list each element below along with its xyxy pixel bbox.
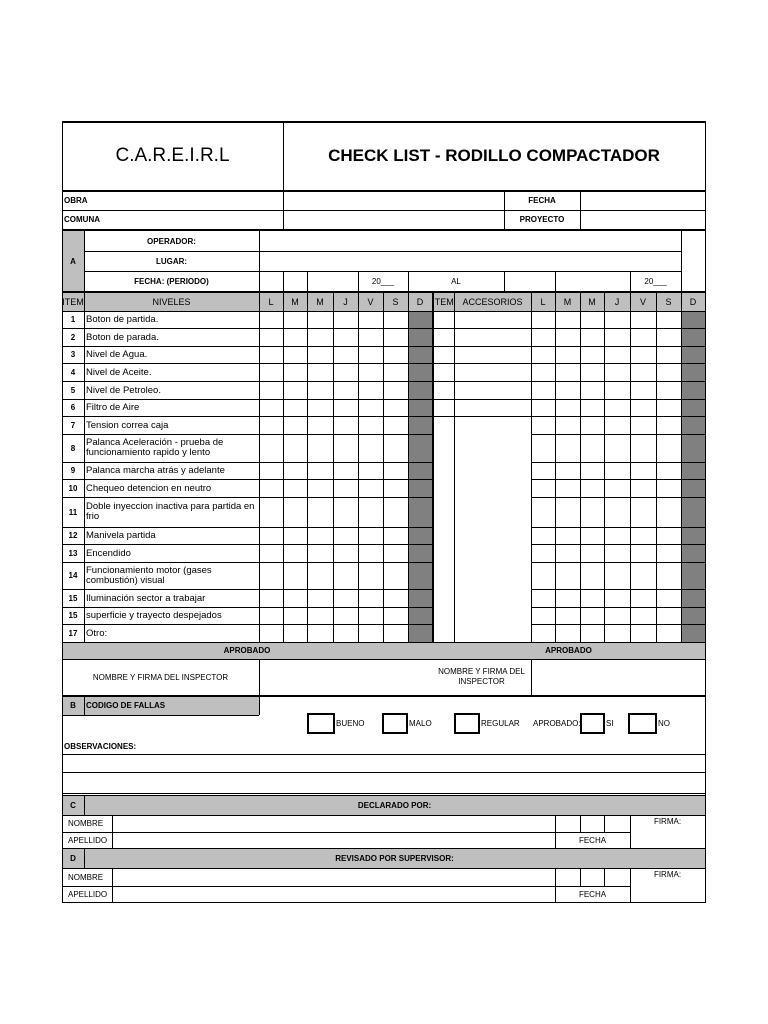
check-cell[interactable] [283, 363, 307, 381]
fecha-field[interactable] [580, 190, 705, 210]
day-header-right-6: D [689, 296, 697, 307]
day-header-right-4: V [639, 296, 646, 307]
d-firma-field[interactable] [630, 880, 705, 902]
check-cell[interactable] [307, 462, 333, 479]
check-cell[interactable] [383, 624, 408, 642]
check-cell[interactable] [283, 527, 307, 544]
bueno-checkbox[interactable] [307, 713, 335, 734]
item-label: Manivela partida [86, 530, 156, 541]
item-number: 14 [68, 571, 78, 580]
check-cell[interactable] [333, 416, 358, 434]
check-cell[interactable] [333, 527, 358, 544]
check-cell[interactable] [259, 311, 283, 328]
check-cell[interactable] [283, 311, 307, 328]
day-header-left-1: M [291, 296, 299, 307]
check-cell[interactable] [383, 607, 408, 624]
d-fecha-label: FECHA [578, 889, 607, 899]
year-end: 20___ [644, 276, 667, 286]
check-cell[interactable] [358, 624, 383, 642]
item-label: Funcionamiento motor (gases combustión) visual [86, 564, 212, 586]
day-header-right-2: M [588, 296, 596, 307]
check-cell[interactable] [259, 479, 283, 497]
company-name: C.A.R.E.I.R.L [115, 145, 230, 166]
check-cell[interactable] [383, 434, 408, 462]
check-cell[interactable] [383, 544, 408, 562]
supervisor-title: REVISADO POR SUPERVISOR: [335, 854, 454, 863]
check-cell[interactable] [307, 434, 333, 462]
check-cell[interactable] [383, 416, 408, 434]
check-cell[interactable] [307, 624, 333, 642]
check-cell[interactable] [333, 381, 358, 399]
check-cell[interactable] [333, 544, 358, 562]
item-header-left: ITEM [62, 296, 84, 307]
day-header-left-0: L [268, 296, 274, 307]
si-label: SI [606, 719, 614, 728]
check-cell[interactable] [259, 328, 283, 346]
check-cell[interactable] [383, 346, 408, 363]
day-header-right-3: J [614, 296, 620, 307]
item-number: 3 [70, 350, 76, 359]
check-cell[interactable] [307, 589, 333, 607]
c-apellido-field[interactable] [112, 832, 555, 848]
codigo-fallas-label: CODIGO DE FALLAS [86, 701, 166, 710]
obra-field[interactable] [283, 190, 504, 210]
day-header-left-4: V [367, 296, 374, 307]
check-cell[interactable] [358, 527, 383, 544]
item-label: Encendido [86, 547, 131, 559]
item-number: 15 [68, 611, 78, 620]
section-a-letter: A [70, 256, 76, 266]
lugar-label: LUGAR: [155, 256, 188, 266]
check-cell[interactable] [383, 311, 408, 328]
item-label: Boton de parada. [86, 331, 159, 343]
check-cell[interactable] [333, 624, 358, 642]
proyecto-field[interactable] [580, 210, 705, 229]
comuna-field[interactable] [283, 210, 504, 229]
check-cell[interactable] [358, 311, 383, 328]
al-label: AL [451, 276, 461, 286]
d-nombre-field[interactable] [112, 868, 555, 886]
check-cell[interactable] [283, 416, 307, 434]
check-cell[interactable] [307, 562, 333, 589]
malo-checkbox[interactable] [382, 713, 408, 734]
day-header-left-3: J [343, 296, 348, 307]
item-number: 17 [68, 628, 78, 638]
obra-label: OBRA [64, 195, 88, 205]
check-cell[interactable] [333, 311, 358, 328]
check-cell[interactable] [283, 462, 307, 479]
inspector-right-label: NOMBRE Y FIRMA DEL INSPECTOR [438, 667, 525, 686]
check-cell[interactable] [383, 363, 408, 381]
check-cell[interactable] [259, 462, 283, 479]
d-nombre-label: NOMBRE [68, 872, 104, 882]
observaciones-line-1[interactable] [62, 754, 705, 772]
lugar-field[interactable] [259, 251, 681, 271]
check-cell[interactable] [307, 544, 333, 562]
check-cell[interactable] [307, 607, 333, 624]
section-b-letter: B [70, 701, 76, 710]
regular-label: REGULAR [481, 719, 520, 728]
fecha-label: FECHA [528, 195, 556, 205]
d-firma-label: FIRMA: [653, 869, 682, 879]
item-label: Palanca marcha atrás y adelante [86, 465, 225, 476]
item-number: 6 [70, 403, 76, 412]
comuna-label: COMUNA [64, 215, 100, 224]
item-number: 7 [70, 420, 76, 430]
check-cell[interactable] [333, 346, 358, 363]
check-cell[interactable] [283, 434, 307, 462]
check-cell[interactable] [259, 363, 283, 381]
inspector-right-field[interactable] [531, 659, 705, 695]
check-cell[interactable] [358, 399, 383, 416]
check-cell[interactable] [259, 381, 283, 399]
check-cell[interactable] [333, 328, 358, 346]
check-cell[interactable] [333, 434, 358, 462]
aprobado-b-label: APROBADO: [533, 719, 581, 728]
si-checkbox[interactable] [580, 713, 605, 734]
inspector-left-field[interactable] [259, 659, 432, 695]
check-cell[interactable] [283, 497, 307, 527]
accesorios-header: ACCESORIOS [462, 296, 523, 307]
observaciones-line-2[interactable] [62, 772, 705, 793]
check-cell[interactable] [259, 434, 283, 462]
check-cell[interactable] [333, 607, 358, 624]
check-cell[interactable] [283, 381, 307, 399]
check-cell[interactable] [383, 527, 408, 544]
check-cell[interactable] [259, 399, 283, 416]
check-cell[interactable] [383, 479, 408, 497]
check-cell[interactable] [283, 399, 307, 416]
item-number: 8 [70, 443, 76, 453]
check-cell[interactable] [358, 434, 383, 462]
check-cell[interactable] [383, 462, 408, 479]
item-number: 15 [68, 593, 78, 603]
check-cell[interactable] [358, 346, 383, 363]
check-cell[interactable] [383, 381, 408, 399]
item-label: Nivel de Aceite. [86, 366, 152, 378]
check-cell[interactable] [259, 527, 283, 544]
operador-label: OPERADOR: [147, 236, 196, 246]
check-cell[interactable] [307, 497, 333, 527]
check-cell[interactable] [307, 346, 333, 363]
check-cell[interactable] [358, 497, 383, 527]
check-cell[interactable] [259, 544, 283, 562]
check-cell[interactable] [307, 399, 333, 416]
day-header-left-5: S [392, 296, 399, 307]
item-number: 13 [68, 548, 78, 558]
check-cell[interactable] [333, 399, 358, 416]
check-cell[interactable] [259, 589, 283, 607]
check-cell[interactable] [307, 381, 333, 399]
day-header-left-6: D [416, 296, 424, 307]
item-label: Palanca Aceleración - prueba de funcionamiento rapido y lento [86, 437, 224, 458]
check-cell[interactable] [259, 416, 283, 434]
day-header-left-2: M [316, 296, 324, 307]
check-cell[interactable] [283, 328, 307, 346]
year-start: 20___ [371, 276, 395, 286]
check-cell[interactable] [358, 416, 383, 434]
item-number: 11 [68, 507, 78, 517]
check-cell[interactable] [333, 562, 358, 589]
check-cell[interactable] [259, 607, 283, 624]
check-cell[interactable] [358, 363, 383, 381]
item-label: Chequeo detencion en neutro [86, 482, 212, 494]
no-checkbox[interactable] [628, 713, 657, 734]
check-cell[interactable] [383, 562, 408, 589]
fecha-periodo-label: FECHA: (PERIODO) [134, 276, 209, 286]
check-cell[interactable] [333, 589, 358, 607]
form-title: CHECK LIST - RODILLO COMPACTADOR [328, 146, 660, 165]
proyecto-label: PROYECTO [519, 215, 565, 224]
check-cell[interactable] [307, 416, 333, 434]
item-label: Otro: [86, 627, 108, 639]
item-number: 1 [70, 315, 76, 324]
check-cell[interactable] [307, 328, 333, 346]
check-cell[interactable] [283, 624, 307, 642]
aprobado-right-label: APROBADO [545, 646, 592, 655]
observaciones-label: OBSERVACIONES: [64, 742, 137, 751]
aprobado-left-label: APROBADO [223, 646, 271, 655]
item-label: Iluminación sector a trabajar [86, 592, 206, 604]
check-cell[interactable] [358, 381, 383, 399]
bueno-label: BUENO [336, 719, 365, 728]
section-d-letter: D [70, 854, 76, 863]
item-number: 10 [68, 483, 78, 493]
check-cell[interactable] [307, 479, 333, 497]
check-cell[interactable] [307, 311, 333, 328]
check-cell[interactable] [383, 399, 408, 416]
check-cell[interactable] [383, 497, 408, 527]
check-cell[interactable] [333, 497, 358, 527]
item-number: 4 [70, 367, 76, 377]
d-apellido-label: APELLIDO [68, 889, 108, 899]
check-cell[interactable] [358, 328, 383, 346]
day-header-right-5: S [665, 296, 672, 307]
c-nombre-field[interactable] [112, 815, 555, 832]
check-cell[interactable] [283, 607, 307, 624]
check-cell[interactable] [358, 479, 383, 497]
d-apellido-field[interactable] [112, 886, 555, 902]
check-cell[interactable] [333, 363, 358, 381]
check-cell[interactable] [358, 589, 383, 607]
check-cell[interactable] [358, 607, 383, 624]
check-cell[interactable] [259, 562, 283, 589]
operador-field[interactable] [259, 231, 681, 251]
regular-checkbox[interactable] [454, 713, 480, 734]
c-firma-label: FIRMA: [653, 816, 682, 826]
inspector-left-label: NOMBRE Y FIRMA DEL INSPECTOR [92, 672, 229, 682]
declarado-title: DECLARADO POR: [357, 801, 432, 810]
item-label: Nivel de Agua. [86, 349, 148, 360]
item-label: Tension correa caja [86, 419, 169, 431]
item-number: 12 [68, 531, 78, 540]
check-cell[interactable] [333, 462, 358, 479]
section-c-letter: C [70, 801, 76, 810]
item-label: Boton de partida. [86, 314, 159, 325]
niveles-header: NIVELES [152, 296, 191, 307]
check-cell[interactable] [383, 328, 408, 346]
day-header-right-1: M [563, 296, 572, 307]
item-label: Filtro de Aire [86, 402, 140, 413]
check-cell[interactable] [283, 589, 307, 607]
c-firma-field[interactable] [630, 827, 705, 848]
check-cell[interactable] [383, 589, 408, 607]
check-cell[interactable] [358, 562, 383, 589]
c-nombre-label: NOMBRE [68, 819, 104, 828]
item-label: Doble inyeccion inactiva para partida en frio [86, 501, 255, 522]
check-cell[interactable] [358, 544, 383, 562]
check-cell[interactable] [333, 479, 358, 497]
item-number: 9 [70, 466, 76, 475]
item-number: 2 [70, 332, 76, 342]
item-number: 5 [70, 385, 76, 395]
check-cell[interactable] [283, 479, 307, 497]
check-cell[interactable] [259, 497, 283, 527]
check-cell[interactable] [307, 363, 333, 381]
check-cell[interactable] [283, 346, 307, 363]
check-cell[interactable] [307, 527, 333, 544]
no-label: NO [658, 719, 670, 728]
c-fecha-label: FECHA [578, 835, 607, 845]
check-cell[interactable] [283, 544, 307, 562]
check-cell[interactable] [358, 462, 383, 479]
item-header-right: ITEM [432, 296, 454, 307]
check-cell[interactable] [259, 624, 283, 642]
item-label: Nivel de Petroleo. [86, 384, 161, 396]
c-apellido-label: APELLIDO [68, 835, 108, 845]
day-header-right-0: L [540, 296, 546, 307]
malo-label: MALO [409, 719, 432, 728]
check-cell[interactable] [259, 346, 283, 363]
item-label: superficie y trayecto despejados [86, 610, 222, 621]
check-cell[interactable] [283, 562, 307, 589]
